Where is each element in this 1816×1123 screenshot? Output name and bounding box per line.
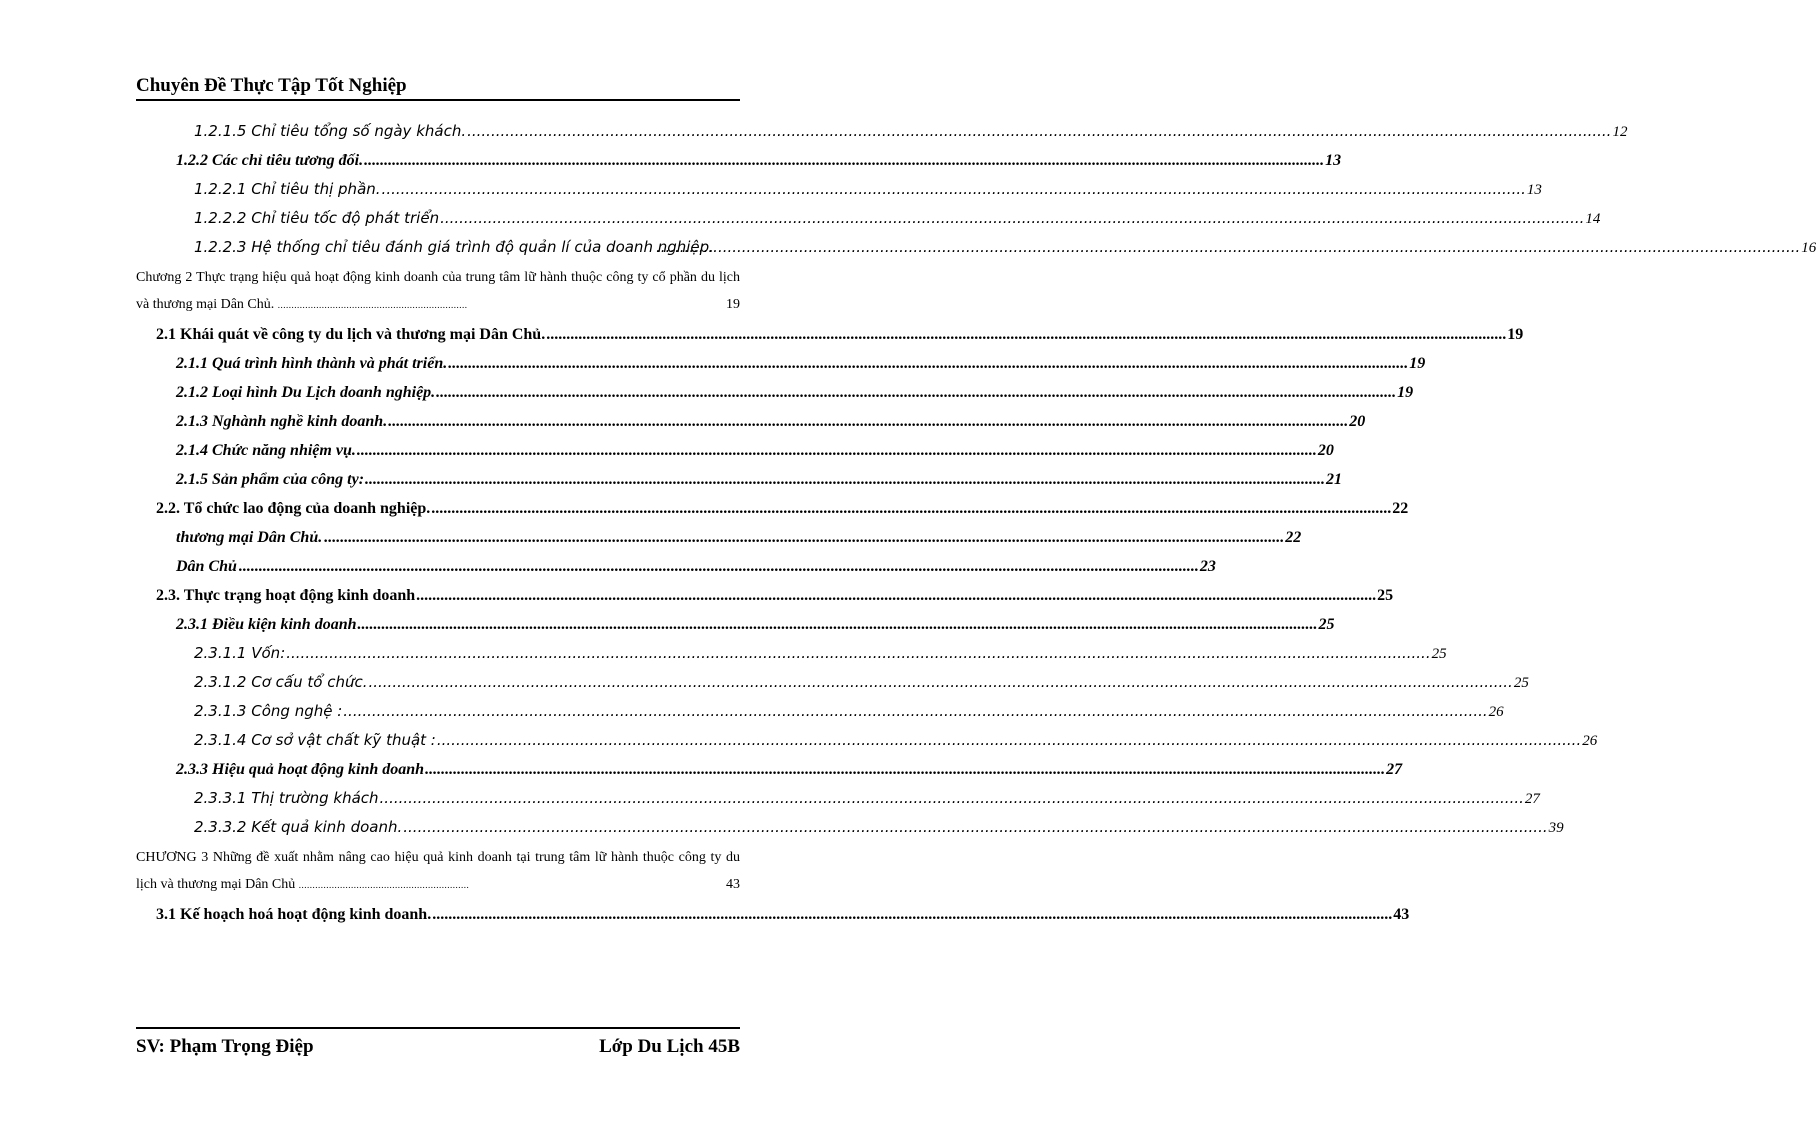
toc-chapter-page: 43: [726, 877, 740, 892]
toc-entry-title: 2.3.3 Hiệu quả hoạt động kinh doanh: [176, 761, 425, 778]
toc-entry-title: 2.3.3.1 Thị trường khách: [194, 789, 379, 807]
toc-entry-title: 2.1.4 Chức năng nhiệm vụ.: [176, 442, 356, 459]
toc-leader: .....................................................................: [277, 300, 468, 310]
toc-leader: [388, 407, 1348, 436]
toc-leader: [357, 610, 1317, 639]
toc-leader: [431, 494, 1391, 523]
table-of-contents: [136, 117, 1816, 929]
toc-entry-title: 2.3.1.3 Công nghệ :: [194, 702, 343, 720]
toc-entry-title: 1.2.2 Các chỉ tiêu tương đối.: [176, 152, 364, 169]
toc-entry-page: 13: [1526, 182, 1542, 198]
toc-leader: [368, 668, 1512, 697]
toc-entry-page: 22: [1285, 529, 1302, 546]
toc-entry[interactable]: [136, 523, 1302, 552]
toc-entry[interactable]: [136, 581, 1394, 610]
toc-leader: [380, 784, 1524, 813]
toc-leader: [448, 349, 1408, 378]
toc-entry[interactable]: [136, 378, 1414, 407]
toc-leader: [382, 175, 1526, 204]
toc-entry-title: 1.2.2.1 Chỉ tiêu thị phần.: [194, 180, 381, 198]
toc-entry-page: 25: [1513, 675, 1529, 691]
toc-leader: [365, 465, 1325, 494]
toc-entry-page: 39: [1548, 820, 1564, 836]
class-name: Lớp Du Lịch 45B: [599, 1036, 740, 1057]
toc-entry[interactable]: [136, 668, 1529, 697]
toc-leader: [416, 581, 1376, 610]
toc-entry[interactable]: [136, 494, 1409, 523]
toc-leader: [432, 900, 1392, 929]
toc-entry[interactable]: [136, 349, 1426, 378]
toc-entry[interactable]: [136, 610, 1335, 639]
toc-entry-page: 16: [1801, 240, 1816, 256]
toc-leader: ..............................................................: [298, 880, 470, 890]
toc-leader: [239, 552, 1199, 581]
toc-entry-page: 22: [1392, 500, 1409, 517]
toc-entry-title-cont: Dân Chủ: [176, 558, 237, 575]
toc-leader: [436, 378, 1396, 407]
page-header: [136, 74, 740, 101]
toc-entry-title: 2.1 Khái quát về công ty du lịch và thương mại Dân Chủ.: [156, 326, 546, 343]
toc-entry[interactable]: [136, 175, 1542, 204]
toc-entry[interactable]: [136, 146, 1342, 175]
toc-entry-title: 2.3. Thực trạng hoạt động kinh doanh: [156, 587, 416, 604]
toc-entry-title: 2.1.5 Sản phẩm của công ty:: [176, 471, 365, 488]
toc-entry[interactable]: [136, 233, 1816, 262]
toc-leader: [437, 726, 1581, 755]
toc-leader: [324, 523, 1284, 552]
toc-entry-page: 20: [1317, 442, 1334, 459]
toc-entry-page: 23: [1199, 558, 1216, 575]
toc-entry-page: 26: [1488, 704, 1504, 720]
toc-entry-page: 13: [1325, 152, 1342, 169]
toc-entry-page: 21: [1326, 471, 1343, 488]
toc-chapter-page: 19: [726, 297, 740, 312]
toc-entry-page: 26: [1582, 733, 1598, 749]
toc-entry[interactable]: [136, 407, 1366, 436]
toc-entry-page: 43: [1393, 906, 1410, 923]
toc-entry-page: 27: [1524, 791, 1540, 807]
toc-entry-title: 1.2.2.3 Hệ thống chỉ tiêu đánh giá trình độ quản lí của doanh nghiệp.: [194, 238, 714, 256]
toc-entry-page: 19: [1397, 384, 1414, 401]
toc-entry[interactable]: [136, 755, 1403, 784]
toc-entry[interactable]: [136, 813, 1564, 842]
toc-entry-page: 27: [1386, 761, 1403, 778]
toc-entry-page: 25: [1318, 616, 1335, 633]
toc-leader: [546, 320, 1506, 349]
toc-entry-page: 12: [1612, 124, 1628, 140]
toc-chapter-title: CHƯƠNG 3 Những đề xuất nhằm nâng cao hiệu quả kinh doanh tại trung tâm lữ hành thuộc công ty du lịch và thương mại Dân Chủ: [136, 850, 740, 892]
toc-leader: [467, 117, 1611, 146]
toc-entry-title: 2.3.3.2 Kết quả kinh doanh.: [194, 818, 403, 836]
toc-entry-title: 2.1.2 Loại hình Du Lịch doanh nghiệp.: [176, 384, 436, 401]
toc-entry-title: 2.3.1.1 Vốn:: [194, 644, 286, 662]
toc-entry[interactable]: [136, 320, 1524, 349]
toc-entry-title: 1.2.1.5 Chỉ tiêu tổng số ngày khách.: [194, 122, 467, 140]
document-title: Chuyên Đề Thực Tập Tốt Nghiệp: [136, 75, 407, 96]
toc-entry-page: 25: [1431, 646, 1447, 662]
toc-entry-title-cont: thương mại Dân Chủ.: [176, 529, 323, 546]
toc-entry[interactable]: [136, 204, 1601, 233]
toc-entry-title: 2.2. Tổ chức lao động của doanh nghiệp.: [156, 500, 431, 517]
toc-entry-title: 2.3.1 Điều kiện kinh doanh: [176, 616, 357, 633]
toc-leader: [425, 755, 1385, 784]
toc-leader: [656, 233, 1800, 262]
toc-entry-page: 19: [1507, 326, 1524, 343]
page-footer: [136, 1027, 740, 1059]
toc-entry-page: 25: [1377, 587, 1394, 604]
toc-leader: [343, 697, 1487, 726]
toc-entry[interactable]: [136, 697, 1504, 726]
toc-entry-title: 2.1.1 Quá trình hình thành và phát triển.: [176, 355, 448, 372]
toc-entry[interactable]: [136, 117, 1628, 146]
toc-entry[interactable]: [136, 465, 1343, 494]
toc-entry[interactable]: [136, 639, 1447, 668]
student-name: SV: Phạm Trọng Điệp: [136, 1036, 314, 1057]
toc-chapter[interactable]: [136, 842, 740, 900]
toc-chapter[interactable]: [136, 262, 740, 320]
toc-entry[interactable]: [136, 726, 1598, 755]
toc-leader: [364, 146, 1324, 175]
toc-leader: [403, 813, 1547, 842]
toc-entry-page: 14: [1585, 211, 1601, 227]
toc-entry-title: 2.3.1.4 Cơ sở vật chất kỹ thuật :: [194, 731, 436, 749]
toc-entry-title: 2.3.1.2 Cơ cấu tổ chức.: [194, 673, 368, 691]
toc-entry-title: 2.1.3 Nghành nghề kinh doanh.: [176, 413, 388, 430]
toc-entry[interactable]: [136, 436, 1334, 465]
toc-entry-title: 3.1 Kế hoạch hoá hoạt động kinh doanh.: [156, 906, 432, 923]
toc-entry[interactable]: [136, 900, 1410, 929]
toc-entry[interactable]: [136, 552, 1216, 581]
toc-entry-page: 19: [1409, 355, 1426, 372]
toc-entry-title: 1.2.2.2 Chỉ tiêu tốc độ phát triển: [194, 209, 440, 227]
toc-entry[interactable]: [136, 784, 1540, 813]
toc-chapter-title: Chương 2 Thực trạng hiệu quả hoạt động kinh doanh của trung tâm lữ hành thuộc công ty cổ phần du lịch và thương mại Dân Chủ.: [136, 270, 740, 312]
toc-leader: [286, 639, 1430, 668]
toc-leader: [440, 204, 1584, 233]
toc-entry-page: 20: [1349, 413, 1366, 430]
toc-leader: [357, 436, 1317, 465]
